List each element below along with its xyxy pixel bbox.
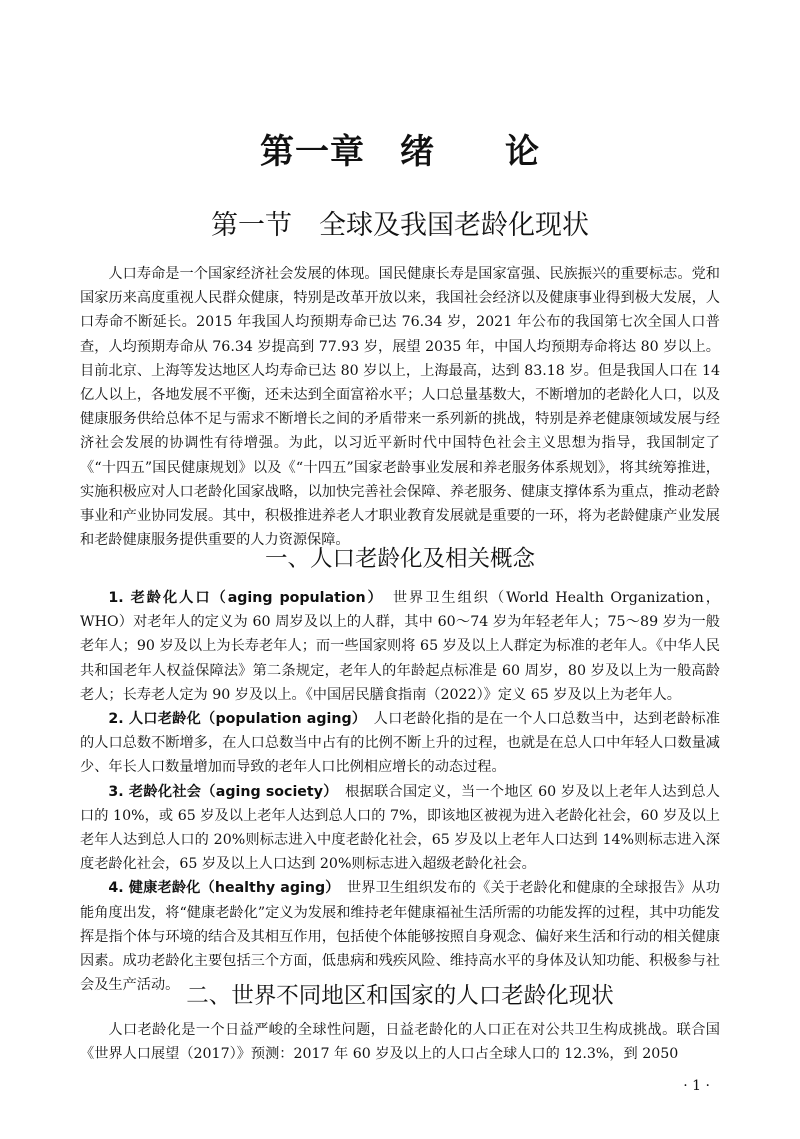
definition-population-aging xyxy=(80,707,720,780)
section-title: 第一节 全球及我国老龄化现状 xyxy=(211,210,589,241)
chapter-title: 第一章 绪 论 xyxy=(260,132,540,172)
definition-term: 2. 人口老龄化（population aging） xyxy=(108,711,360,728)
heading-concepts: 一、人口老龄化及相关概念 xyxy=(264,546,535,572)
page-number: · 1 · xyxy=(683,1078,710,1094)
definition-term: 4. 健康老龄化（healthy aging） xyxy=(108,880,333,897)
heading-world-aging: 二、世界不同地区和国家的人口老龄化现状 xyxy=(186,983,614,1009)
definition-term: 3. 老龄化社会（aging society） xyxy=(108,783,331,800)
definition-text: 人口老龄化指的是在一个人口总数当中，达到老龄标准的人口总数不断增多，在人口总数当中占有的比例不断上升的过程，也就是在总人口中年轻人口数量减少、年长人口数量增加而导致的老年人口比例相应增长的动态过程。 xyxy=(80,711,720,776)
definition-aging-society xyxy=(80,780,720,877)
definition-text: 根据联合国定义，当一个地区 60 岁及以上老年人达到总人口的 10%，或 65 岁及以上老年人达到总人口的 7%，即该地区被视为进入老龄化社会，60 岁及以上老年人达到总人口的 20%则标志进入中度老龄化社会，65 岁及以上老年人口达到 14%则标志进入深度老龄化社会，65 岁及以上人口达到 20%则标志进入超级老龄化社会。 xyxy=(80,783,720,873)
intro-block xyxy=(80,262,720,552)
definition-term: 1. 老龄化人口（aging population） xyxy=(108,590,377,606)
definition-text: 世界卫生组织（World Health Organization，WHO）对老年人的定义为 60 周岁及以上的人群，其中 60～74 岁为年轻老年人；75～89 岁为一般老年人；90 岁及以上为长寿老年人；而一些国家则将 65 岁及以上人群定为标准的老年人。《中华人民共和国老年人权益保障法》第二条规定，老年人的年龄起点标准是 60 周岁，80 岁及以上为一般高龄老人；长寿老人定为 90 岁及以上。《中国居民膳食指南（2022）》定义 65 岁及以上为老年人。 xyxy=(80,590,720,703)
closing-paragraph: 人口老龄化是一个日益严峻的全球性问题，日益老龄化的人口正在对公共卫生构成挑战。联合国《世界人口展望（2017）》预测：2017 年 60 岁及以上的人口占全球人口的 12.3%，到 2050 xyxy=(80,1022,720,1063)
definition-text: 世界卫生组织发布的《关于老龄化和健康的全球报告》从功能角度出发，将“健康老龄化”定义为发展和维持老年健康福祉生活所需的功能发挥的过程，其中功能发挥是指个体与环境的结合及其相互作用，包括使个体能够按照自身观念、偏好来生活和行动的相关健康因素。成功老龄化主要包括三个方面，低患病和残疾风险、维持高水平的身体及认知功能、积极参与社会及生产活动。 xyxy=(80,880,720,994)
intro-paragraph: 人口寿命是一个国家经济社会发展的体现。国民健康长寿是国家富强、民族振兴的重要标志。党和国家历来高度重视人民群众健康，特别是改革开放以来，我国社会经济以及健康事业得到极大发展，人口寿命不断延长。2015 年我国人均预期寿命已达 76.34 岁，2021 年公布的我国第七次全国人口普查，人均预期寿命从 76.34 岁提高到 77.93 岁，展望 2035 年，中国人均预期寿命将达 80 岁以上。目前北京、上海等发达地区人均寿命已达 80 岁以上，上海最高，达到 83.18 岁。但是我国人口在 14 亿人以上，各地发展不平衡，还未达到全面富裕水平；人口总量基数大，不断增加的老龄化人口，以及健康服务供给总体不足与需求不断增长之间的矛盾带来一系列新的挑战，特别是养老健康领域发展与经济社会发展的协调性有待增强。为此，以习近平新时代中国特色社会主义思想为指导，我国制定了《“十四五”国民健康规划》以及《“十四五”国家老龄事业发展和养老服务体系规划》，将其统筹推进，实施积极应对人口老龄化国家战略，以加快完善社会保障、养老服务、健康支撑体系为重点，推动老龄事业和产业协同发展。其中，积极推进养老人才职业教育发展就是重要的一环，将为老龄健康产业发展和老龄健康服务提供重要的人力资源保障。 xyxy=(80,266,720,549)
definition-aging-population xyxy=(80,586,720,707)
closing-block xyxy=(80,1018,720,1066)
definitions-block xyxy=(80,586,720,997)
